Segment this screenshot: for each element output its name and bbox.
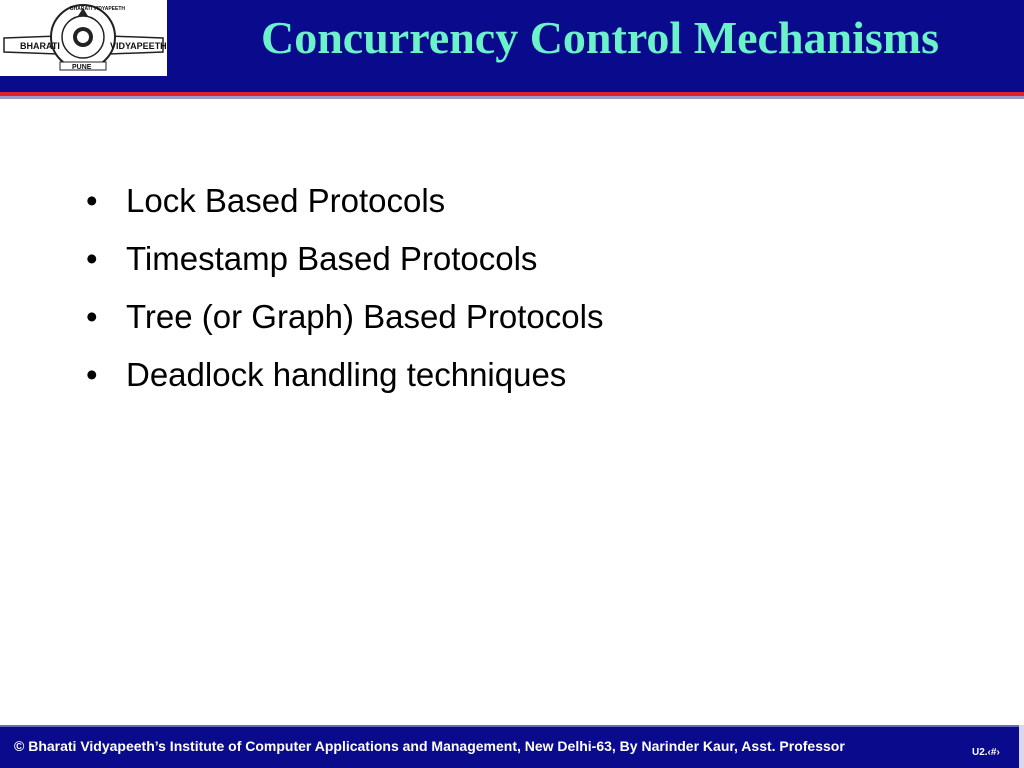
slide-title: Concurrency Control Mechanisms — [260, 12, 940, 63]
bullet-list — [86, 172, 603, 404]
bullet-item — [86, 346, 603, 404]
footer-copyright: © Bharati Vidyapeeth’s Institute of Computer Applications and Management, New Delhi-63, By Narinder Kaur, Asst. Professor — [14, 738, 845, 754]
bullet-text: Tree (or Graph) Based Protocols — [126, 298, 604, 335]
bullet-dot-icon: • — [86, 240, 98, 277]
bullet-item — [86, 230, 603, 288]
bullet-dot-icon: • — [86, 356, 98, 393]
bullet-dot-icon: • — [86, 298, 98, 335]
bullet-text: Deadlock handling techniques — [126, 356, 567, 393]
institution-logo — [0, 0, 167, 76]
logo-city-text: PUNE — [72, 64, 92, 71]
bullet-dot-icon: • — [86, 182, 98, 219]
bullet-text: Lock Based Protocols — [126, 182, 446, 219]
footer-border — [0, 725, 1019, 727]
slide-number: U2.‹#› — [972, 747, 1000, 758]
footer-right-edge — [1019, 725, 1024, 768]
header-shadow-stripe — [0, 96, 1024, 99]
bullet-item — [86, 172, 603, 230]
logo-ring-text: BHARATI VIDYAPEETH — [70, 6, 126, 12]
logo-text-right: VIDYAPEETH — [110, 41, 167, 51]
bullet-text: Timestamp Based Protocols — [126, 240, 538, 277]
logo-emblem-icon — [0, 0, 167, 76]
bullet-item — [86, 288, 603, 346]
logo-text-left: BHARATI — [20, 41, 60, 51]
